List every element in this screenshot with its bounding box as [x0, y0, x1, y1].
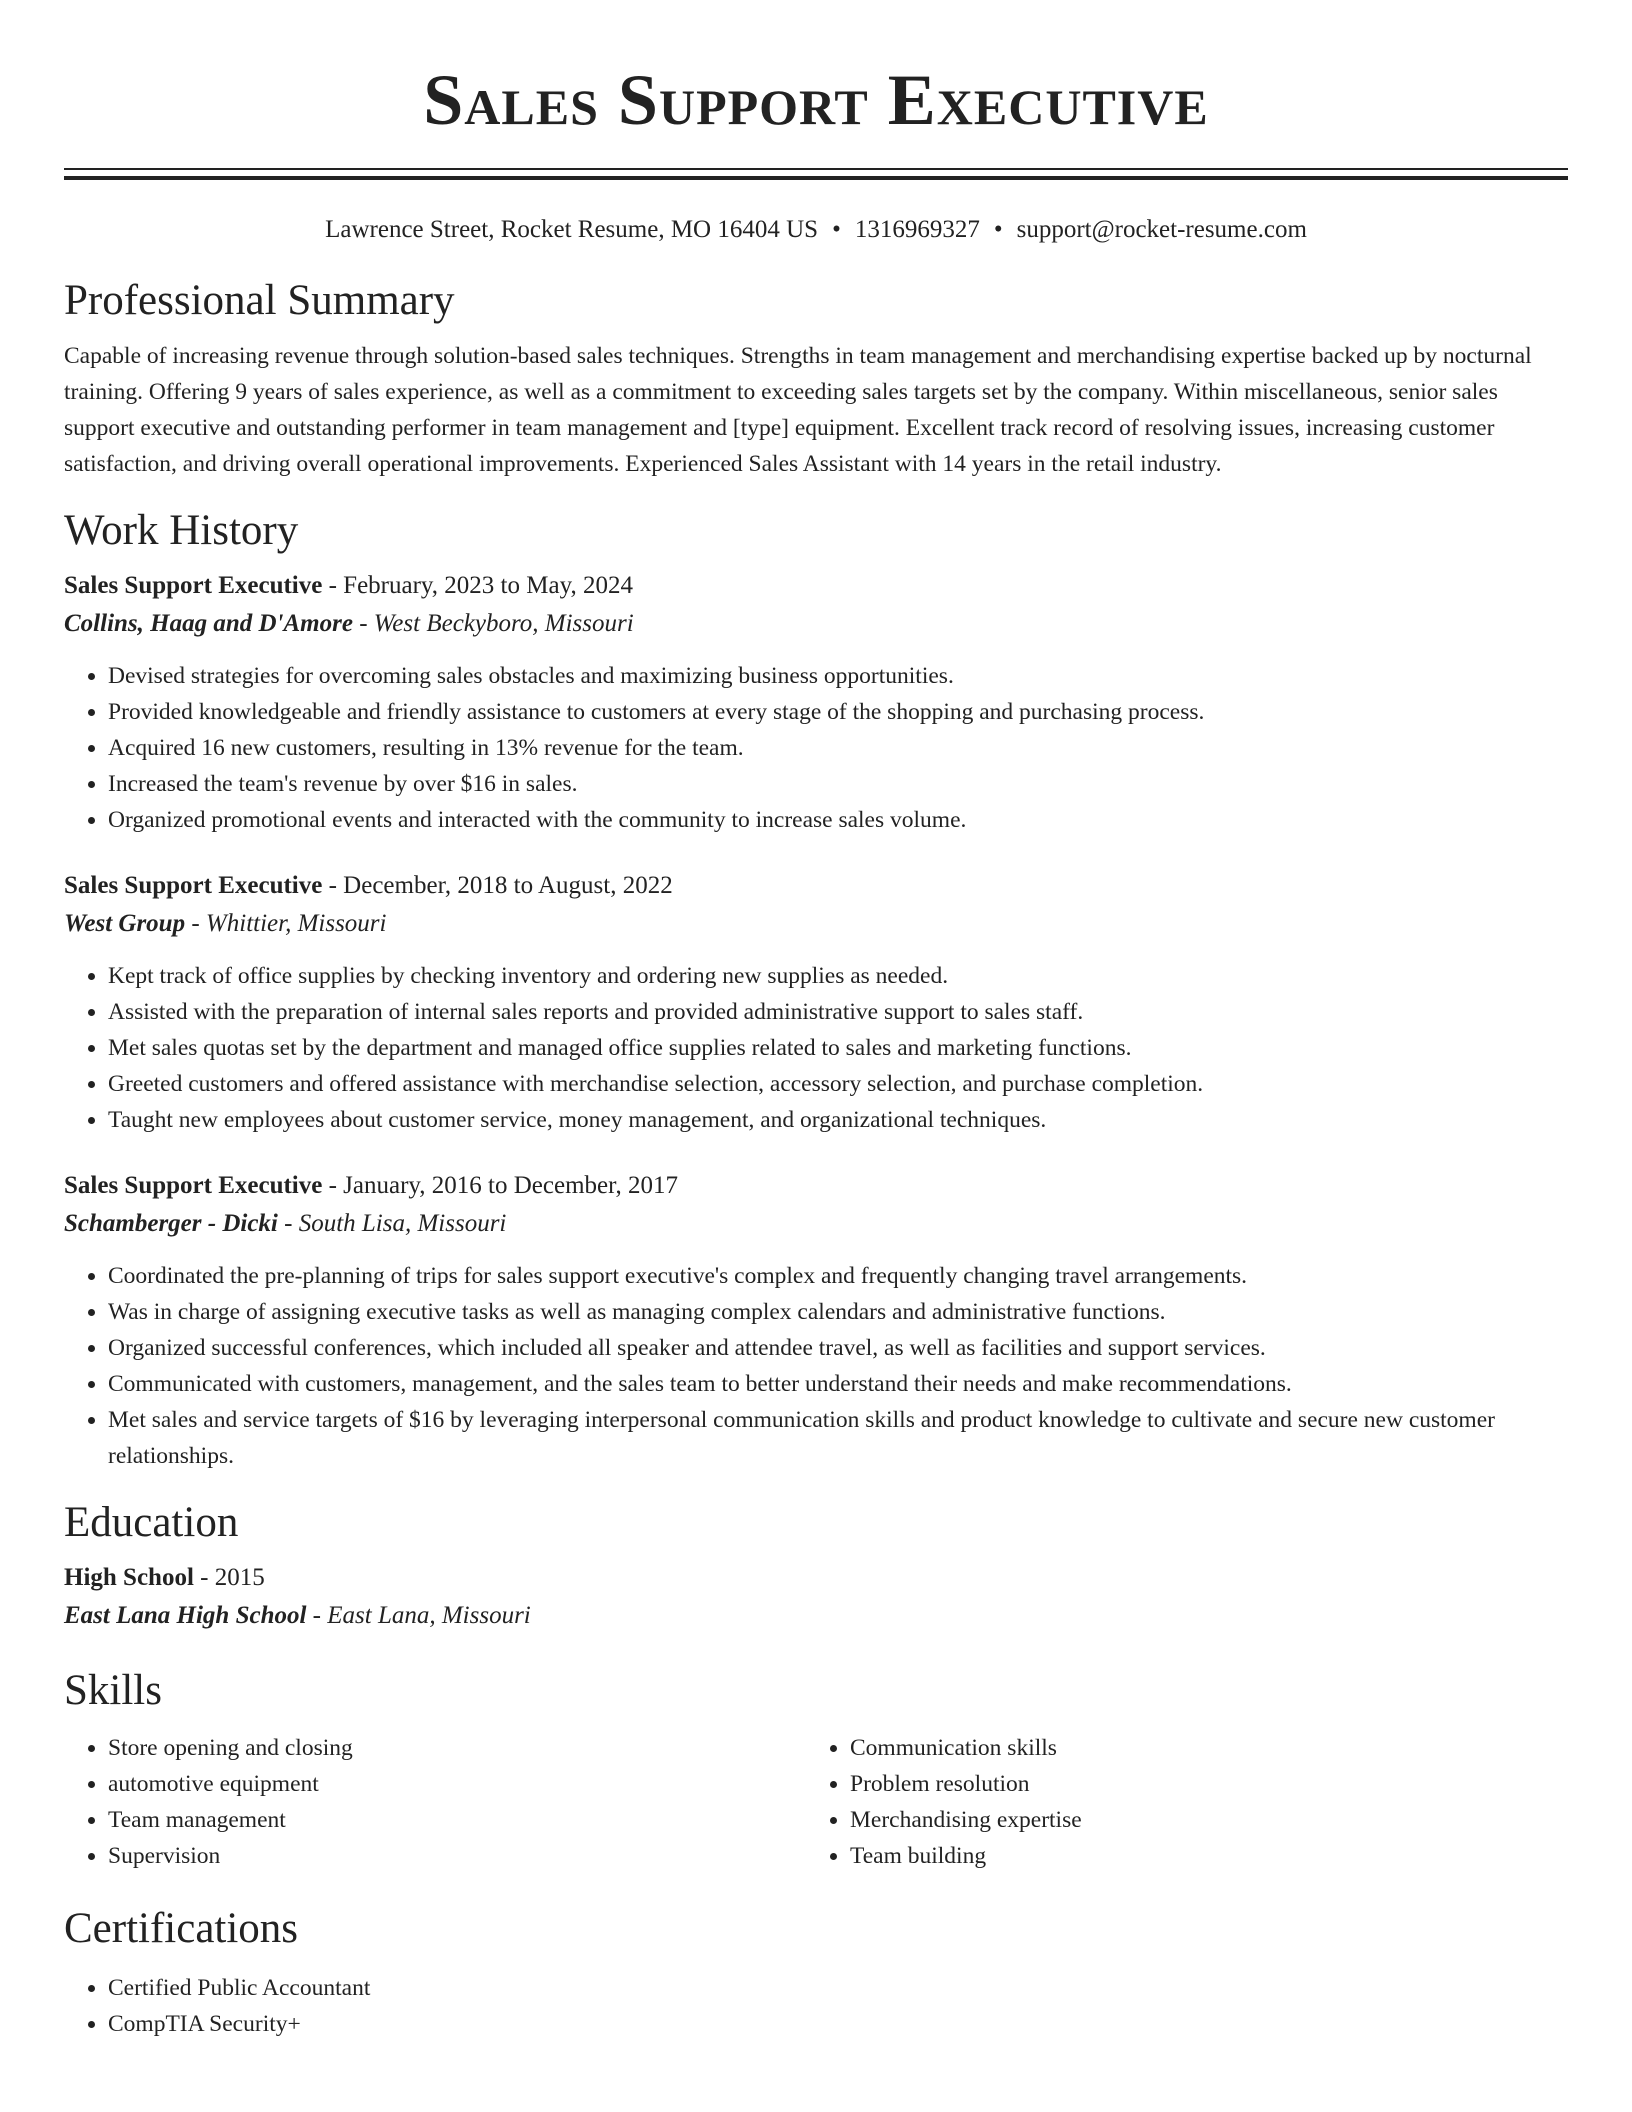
- contact-address: Lawrence Street, Rocket Resume, MO 16404 US: [325, 216, 819, 243]
- list-item: • Greeted customers and offered assistance with merchandise selection, accessory selection, and purchase completion.: [108, 1066, 1568, 1102]
- skills-column-right: [806, 1730, 1548, 1874]
- job-header: [64, 568, 1568, 604]
- list-item: • Team management: [108, 1802, 806, 1838]
- job-location: - West Beckyboro, Missouri: [352, 610, 634, 637]
- education-location: - East Lana, Missouri: [306, 1602, 531, 1629]
- contact-separator: •: [832, 216, 841, 243]
- summary-text: Capable of increasing revenue through solution-based sales techniques. Strengths in team management and merchandising expertise backed up by nocturnal training. Offering 9 years of sales experience, as well as a commitment to exceeding sales targets set by the company. Within miscellaneous, senior sales support executive and outstanding performer in team management and [type] equipment. Excellent track record of resolving issues, increasing customer satisfaction, and driving overall operational improvements. Experienced Sales Assistant with 14 years in the retail industry.: [64, 343, 1532, 477]
- contact-phone: 1316969327: [854, 216, 980, 243]
- list-item: • Organized successful conferences, which included all speaker and attendee travel, as well as facilities and support services.: [108, 1330, 1568, 1366]
- job-company-line: [64, 904, 1568, 944]
- job-company-line: [64, 1204, 1568, 1244]
- job-role: Sales Support Executive: [64, 872, 323, 899]
- certifications-list: [64, 1970, 1568, 2042]
- job-dates: - December, 2018 to August, 2022: [322, 872, 673, 899]
- education-year: - 2015: [193, 1564, 265, 1591]
- job-entry: [64, 868, 1568, 1138]
- job-entry: [64, 568, 1568, 838]
- list-item: • Merchandising expertise: [850, 1802, 1548, 1838]
- summary-section: [64, 274, 1568, 482]
- list-item: • Communicated with customers, management, and the sales team to better understand their needs and make recommendations.: [108, 1366, 1568, 1402]
- list-item: • Coordinated the pre-planning of trips for sales support executive's complex and frequently changing travel arrangements.: [108, 1258, 1568, 1294]
- job-entry: [64, 1168, 1568, 1474]
- list-item: • CompTIA Security+: [108, 2006, 1568, 2042]
- list-item: • Communication skills: [850, 1730, 1548, 1766]
- list-item: • Organized promotional events and interacted with the community to increase sales volume.: [108, 802, 1568, 838]
- education-school-line: [64, 1596, 1568, 1636]
- job-bullets: [64, 658, 1568, 838]
- job-role: Sales Support Executive: [64, 572, 323, 599]
- list-item: • Problem resolution: [850, 1766, 1548, 1802]
- certifications-section: [64, 1902, 1568, 2042]
- contact-email: support@rocket-resume.com: [1016, 216, 1307, 243]
- list-item: • Met sales and service targets of $16 by leveraging interpersonal communication skills and product knowledge to cultivate and secure new customer relationships.: [108, 1402, 1568, 1474]
- job-company: Collins, Haag and D'Amore: [64, 610, 353, 637]
- job-location: - South Lisa, Missouri: [277, 1210, 507, 1237]
- title-rule-bottom: [64, 176, 1568, 180]
- certifications-heading: Certifications: [64, 1905, 299, 1952]
- job-bullets: [64, 958, 1568, 1138]
- education-school: East Lana High School: [64, 1602, 307, 1629]
- list-item: • Team building: [850, 1838, 1548, 1874]
- resume-title: Sales Support Executive: [423, 60, 1209, 140]
- job-company: Schamberger - Dicki: [64, 1210, 278, 1237]
- list-item: • Store opening and closing: [108, 1730, 806, 1766]
- skills-column-left: [64, 1730, 806, 1874]
- job-location: - Whittier, Missouri: [185, 910, 387, 937]
- skills-columns: [64, 1730, 1568, 1874]
- education-heading: Education: [64, 1499, 239, 1546]
- title-rule-top: [64, 168, 1568, 170]
- list-item: • Taught new employees about customer service, money management, and organizational techniques.: [108, 1102, 1568, 1138]
- list-item: • Certified Public Accountant: [108, 1970, 1568, 2006]
- job-company: West Group: [64, 910, 186, 937]
- education-section: [64, 1496, 1568, 1636]
- job-dates: - February, 2023 to May, 2024: [322, 572, 633, 599]
- list-item: • Assisted with the preparation of internal sales reports and provided administrative support to sales staff.: [108, 994, 1568, 1030]
- list-item: • Provided knowledgeable and friendly assistance to customers at every stage of the shopping and purchasing process.: [108, 694, 1568, 730]
- education-degree: High School: [64, 1564, 194, 1591]
- job-company-line: [64, 604, 1568, 644]
- list-item: • Supervision: [108, 1838, 806, 1874]
- summary-heading: Professional Summary: [64, 277, 455, 324]
- education-header: [64, 1560, 1568, 1596]
- contact-line: [64, 214, 1568, 246]
- job-bullets: [64, 1258, 1568, 1474]
- skills-section: [64, 1664, 1568, 1874]
- list-item: • Acquired 16 new customers, resulting in 13% revenue for the team.: [108, 730, 1568, 766]
- work-history-heading: Work History: [64, 507, 299, 554]
- work-history-section: [64, 504, 1568, 1474]
- list-item: • Kept track of office supplies by checking inventory and ordering new supplies as needed.: [108, 958, 1568, 994]
- list-item: • Devised strategies for overcoming sales obstacles and maximizing business opportunities.: [108, 658, 1568, 694]
- list-item: • automotive equipment: [108, 1766, 806, 1802]
- list-item: • Increased the team's revenue by over $16 in sales.: [108, 766, 1568, 802]
- contact-separator: •: [993, 216, 1003, 243]
- job-dates: - January, 2016 to December, 2017: [322, 1172, 678, 1199]
- job-header: [64, 1168, 1568, 1204]
- list-item: • Was in charge of assigning executive tasks as well as managing complex calendars and administrative functions.: [108, 1294, 1568, 1330]
- job-header: [64, 868, 1568, 904]
- job-role: Sales Support Executive: [64, 1172, 323, 1199]
- skills-heading: Skills: [64, 1667, 162, 1714]
- list-item: • Met sales quotas set by the department and managed office supplies related to sales and marketing functions.: [108, 1030, 1568, 1066]
